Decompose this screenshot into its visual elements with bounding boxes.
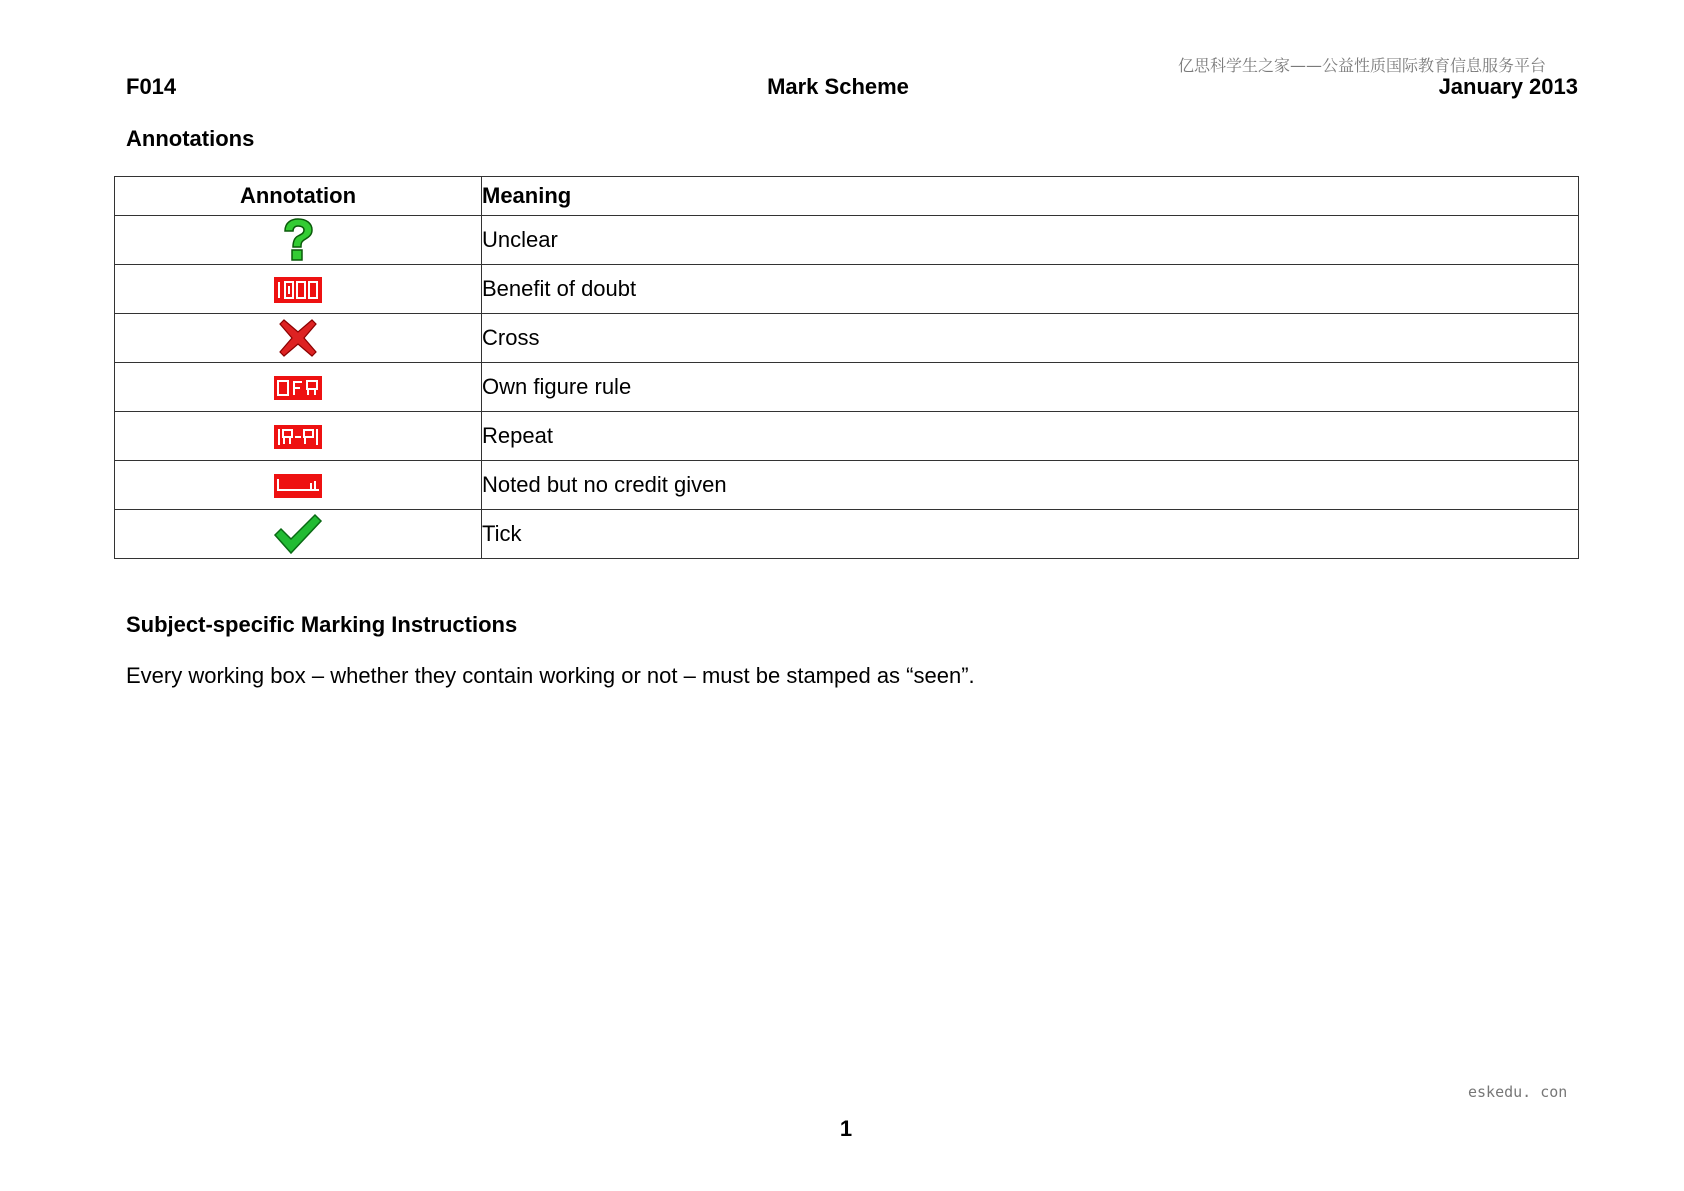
instructions-heading: Subject-specific Marking Instructions <box>126 612 518 637</box>
meaning-cell: Tick <box>482 510 1579 559</box>
meaning-cell: Own figure rule <box>482 363 1579 412</box>
instructions-text: Every working box – whether they contain working or not – must be stamped as “seen”. <box>126 663 975 688</box>
meaning-cell: Unclear <box>482 216 1579 265</box>
document-title: Mark Scheme <box>767 74 909 99</box>
table-row <box>115 265 1579 314</box>
table-row <box>115 314 1579 363</box>
meaning-cell: Benefit of doubt <box>482 265 1579 314</box>
page-number: 1 <box>839 1116 853 1141</box>
column-header-annotation: Annotation <box>115 177 482 216</box>
table-row <box>115 510 1579 559</box>
table-row <box>115 216 1579 265</box>
cross-icon <box>278 318 318 358</box>
document-code: F014 <box>126 74 177 99</box>
annotation-cell <box>115 265 482 314</box>
rep-stamp-icon <box>274 425 322 449</box>
annotation-cell <box>115 412 482 461</box>
tick-icon <box>273 513 323 555</box>
bod-stamp-icon <box>274 277 322 303</box>
header-watermark: 亿思科学生之家——公益性质国际教育信息服务平台 <box>1178 56 1547 75</box>
annotation-cell <box>115 216 482 265</box>
nbod-stamp-icon <box>274 474 322 498</box>
column-header-meaning: Meaning <box>482 177 1579 216</box>
ofr-stamp-icon <box>274 376 322 400</box>
annotation-cell <box>115 510 482 559</box>
document-date: January 2013 <box>1438 74 1578 99</box>
meaning-cell: Cross <box>482 314 1579 363</box>
question-mark-icon <box>280 218 316 262</box>
annotation-cell <box>115 314 482 363</box>
meaning-cell: Repeat <box>482 412 1579 461</box>
table-row <box>115 461 1579 510</box>
annotations-table <box>114 176 1579 559</box>
annotation-cell <box>115 363 482 412</box>
annotations-heading: Annotations <box>126 126 255 151</box>
footer-watermark: eskedu. con <box>1468 1083 1568 1101</box>
table-row <box>115 412 1579 461</box>
meaning-cell: Noted but no credit given <box>482 461 1579 510</box>
table-row <box>115 363 1579 412</box>
annotation-cell <box>115 461 482 510</box>
table-header-row <box>115 177 1579 216</box>
